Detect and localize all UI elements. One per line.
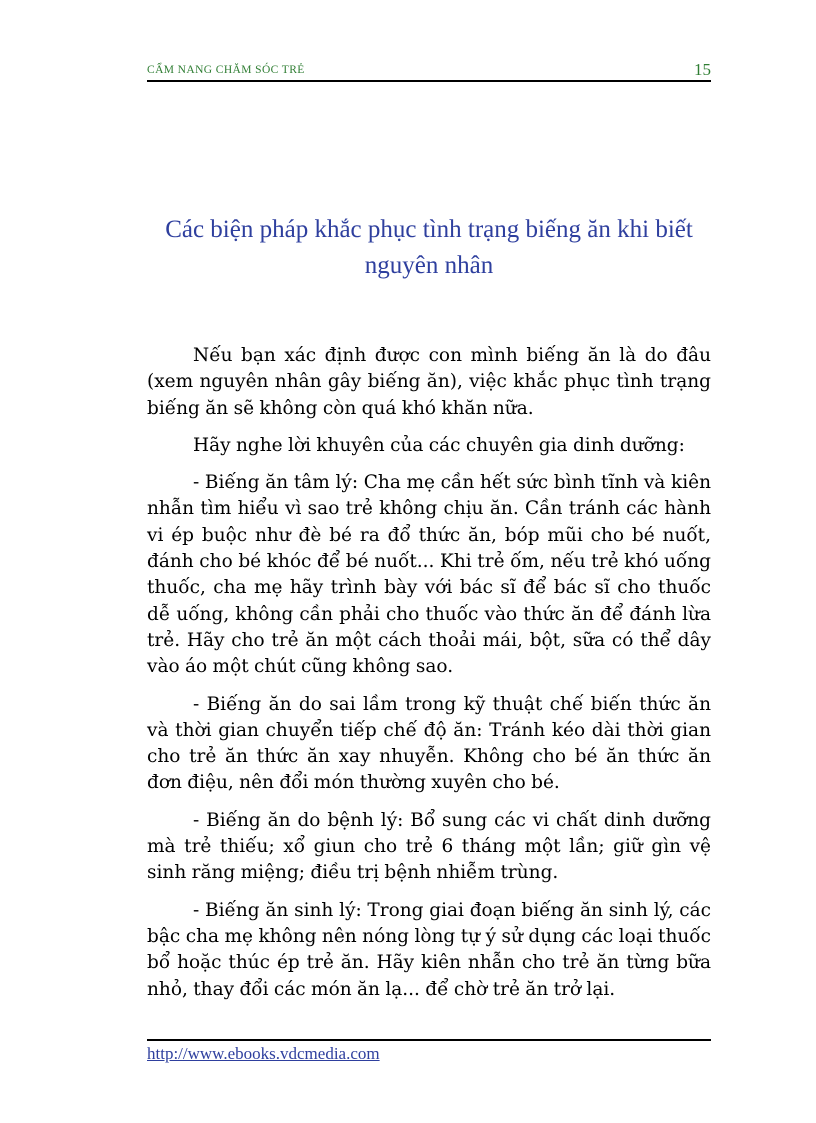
running-header-title: CẨM NANG CHĂM SÓC TRẺ [147,64,305,76]
page-number: 15 [694,60,711,79]
header-divider [147,80,711,82]
page-header [147,60,711,80]
body-text [147,343,711,1014]
footer-url-link[interactable]: http://www.ebooks.vdcmedia.com [147,1044,380,1063]
paragraph-advice-lead: Hãy nghe lời khuyên của các chuyên gia dinh dưỡng: [193,434,685,456]
section-title: Các biện pháp khắc phục tình trạng biếng ăn khi biết nguyên nhân [165,216,693,279]
paragraph-intro: Nếu bạn xác định được con mình biếng ăn là do đâu (xem nguyên nhân gây biếng ăn), việc khắc phục tình trạng biếng ăn sẽ không còn quá khó khăn nữa. [147,345,711,419]
paragraph-physiological: - Biếng ăn sinh lý: Trong giai đoạn biếng ăn sinh lý, các bậc cha mẹ không nên nóng lòng tự ý sử dụng các loại thuốc bổ hoặc thúc ép trẻ ăn. Hãy kiên nhẫn cho trẻ ăn từng bữa nhỏ, thay đổi các món ăn lạ... để chờ trẻ ăn trở lại. [147,899,711,1000]
paragraph-psychological: - Biếng ăn tâm lý: Cha mẹ cần hết sức bình tĩnh và kiên nhẫn tìm hiểu vì sao trẻ không chịu ăn. Cần tránh các hành vi ép buộc như đè bé ra đổ thức ăn, bóp mũi cho bé nuốt, đánh cho bé khóc để bé nuốt... Khi trẻ ốm, nếu trẻ khó uống thuốc, cha mẹ hãy trình bày với bác sĩ để bác sĩ cho thuốc dễ uống, không cần phải cho thuốc vào thức ăn để đánh lừa trẻ. Hãy cho trẻ ăn một cách thoải mái, bột, sữa có thể dây vào áo một chút cũng không sao. [147,472,711,678]
footer-divider [147,1039,711,1041]
paragraph-cooking-technique: - Biếng ăn do sai lầm trong kỹ thuật chế biến thức ăn và thời gian chuyển tiếp chế độ ăn: Tránh kéo dài thời gian cho trẻ ăn thức ăn xay nhuyễn. Không cho bé ăn thức ăn đơn điệu, nên đổi món thường xuyên cho bé. [147,693,711,794]
paragraph-pathological: - Biếng ăn do bệnh lý: Bổ sung các vi chất dinh dưỡng mà trẻ thiếu; xổ giun cho trẻ 6 tháng một lần; giữ gìn vệ sinh răng miệng; điều trị bệnh nhiễm trùng. [147,809,711,884]
